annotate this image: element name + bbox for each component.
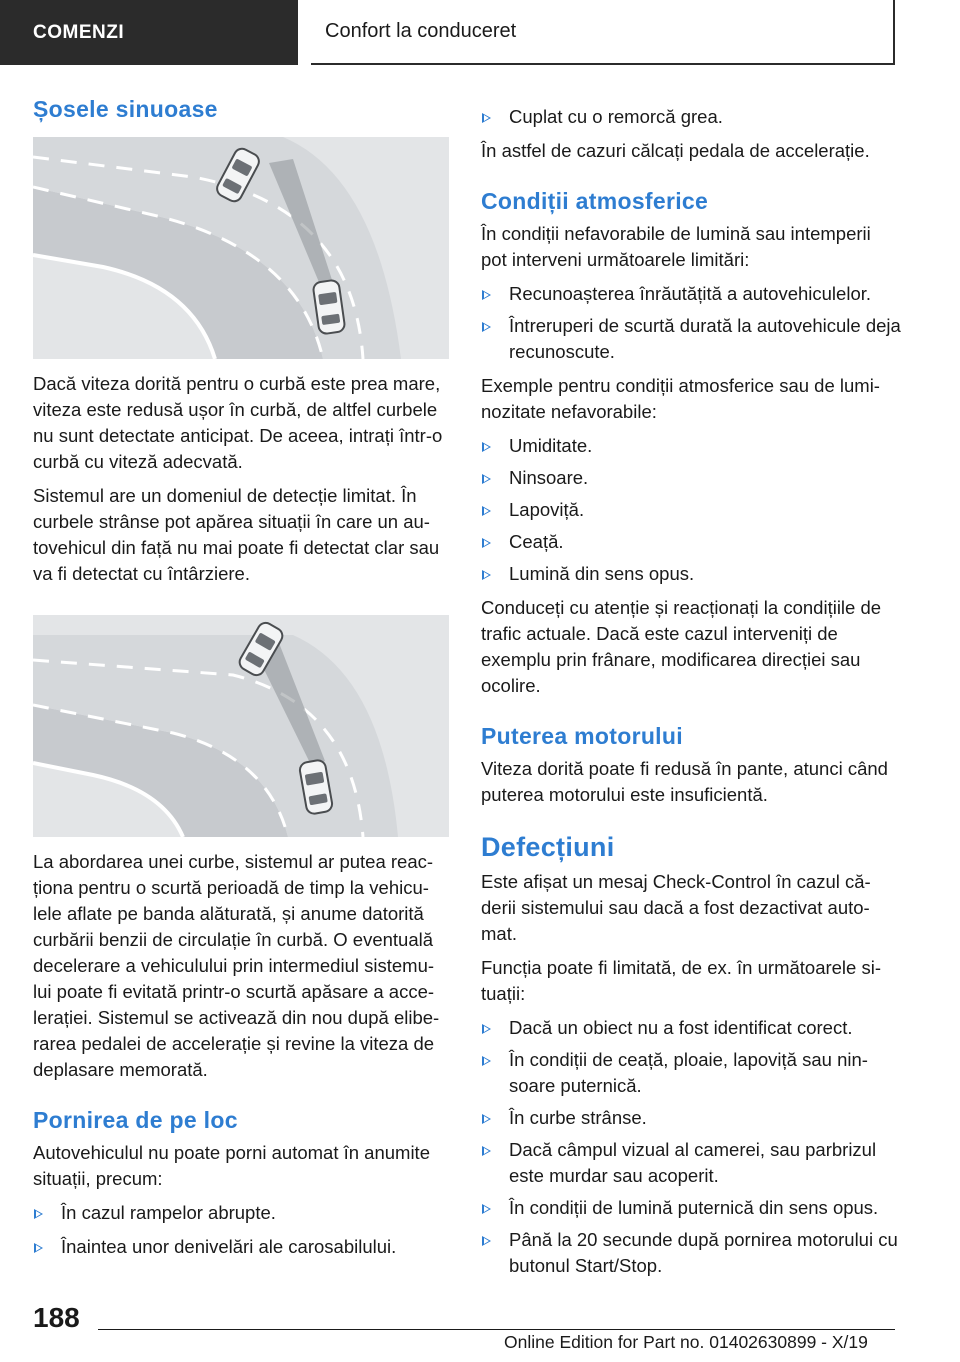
- list-item: [481, 1137, 901, 1189]
- list-item-text: Întreruperi de scurtă durată la autovehicule deja recunoscute.: [509, 315, 901, 362]
- list-item: [481, 1015, 901, 1041]
- list-item-text: Dacă câmpul vizual al camerei, sau parbrizul este murdar sau acoperit.: [509, 1139, 877, 1186]
- bullet-triangle-icon: [482, 442, 491, 452]
- list-item: [481, 281, 901, 307]
- bullet-list: [481, 281, 901, 365]
- bullet-list: [481, 1015, 901, 1279]
- list-item: [33, 1200, 449, 1226]
- bullet-triangle-icon: [482, 1114, 491, 1124]
- list-item: [481, 1195, 901, 1221]
- list-item-text: Până la 20 secunde după pornirea motorului cu butonul Start/Stop.: [509, 1229, 898, 1276]
- heading-defectiuni: Defecțiuni: [481, 832, 615, 862]
- bullet-triangle-icon: [34, 1209, 43, 1219]
- list-item: [481, 104, 901, 130]
- bullet-triangle-icon: [482, 113, 491, 123]
- bullet-triangle-icon: [482, 570, 491, 580]
- paragraph: Funcția poate fi limitată, de ex. în următoarele si-tuații:: [481, 957, 881, 1004]
- list-item: [481, 1047, 901, 1099]
- heading-pornirea-de-pe-loc: Pornirea de pe loc: [33, 1107, 238, 1133]
- bullet-list: [481, 104, 901, 130]
- left-column: [33, 96, 449, 1260]
- edition-note: Online Edition for Part no. 01402630899 - X/19: [504, 1332, 868, 1352]
- bullet-triangle-icon: [482, 290, 491, 300]
- curved-road-illustration-1: [33, 137, 449, 359]
- list-item-text: Recunoașterea înrăutățită a autovehiculelor.: [509, 283, 872, 304]
- list-item: [481, 497, 901, 523]
- bullet-triangle-icon: [482, 1146, 491, 1156]
- paragraph: Autovehiculul nu poate porni automat în anumite situații, precum:: [33, 1142, 430, 1189]
- bullet-triangle-icon: [482, 1204, 491, 1214]
- list-item: [481, 529, 901, 555]
- chapter-title: Confort la conduceret: [311, 0, 895, 65]
- bullet-list: [481, 433, 901, 587]
- list-item-text: Ninsoare.: [509, 467, 589, 488]
- list-item-text: Umiditate.: [509, 435, 593, 456]
- bullet-triangle-icon: [482, 1024, 491, 1034]
- list-item-text: Înaintea unor denivelări ale carosabilului.: [61, 1236, 397, 1257]
- section-tab: COMENZI: [0, 0, 298, 65]
- footer-divider: [98, 1329, 895, 1330]
- bullet-list: [33, 1200, 449, 1260]
- list-item-text: Dacă un obiect nu a fost identificat corect.: [509, 1017, 853, 1038]
- list-item-text: Lapoviță.: [509, 499, 585, 520]
- list-item-text: În curbe strânse.: [509, 1107, 647, 1128]
- list-item-text: În condiții de ceață, ploaie, lapoviță sau nin-soare puternică.: [509, 1049, 868, 1096]
- bullet-triangle-icon: [482, 1236, 491, 1246]
- bullet-triangle-icon: [482, 538, 491, 548]
- list-item: [481, 1227, 901, 1279]
- paragraph: Conduceți cu atenție și reacționați la condițiile de trafic actuale. Dacă este cazul interveniți de exemplu prin frânare, modificarea direcției sau ocolire.: [481, 597, 882, 696]
- list-item-text: În cazul rampelor abrupte.: [61, 1202, 276, 1223]
- paragraph: Exemple pentru condiții atmosferice sau de lumi-nozitate nefavorabile:: [481, 375, 880, 422]
- paragraph: La abordarea unei curbe, sistemul ar putea reac-ționa pentru o scurtă perioadă de timp la vehicu-lele aflate pe banda alăturată, și anume datorită curbării benzii de circulație în curbă. O eventuală decelerare a vehiculului prin intermediul sistemu-lui poate fi evitată printr-o scurtă apăsare a acce-lerației. Sistemul se activează din nou după elibe-rarea pedalei de accelerație și revine la viteza de deplasare memorată.: [33, 851, 440, 1080]
- list-item-text: Cuplat cu o remorcă grea.: [509, 106, 723, 127]
- heading-puterea-motorului: Puterea motorului: [481, 723, 683, 749]
- list-item: [481, 433, 901, 459]
- list-item-text: Lumină din sens opus.: [509, 563, 695, 584]
- page-number: 188: [33, 1302, 80, 1333]
- bullet-triangle-icon: [34, 1243, 43, 1253]
- list-item-text: În condiții de lumină puternică din sens opus.: [509, 1197, 879, 1218]
- right-column: [481, 104, 901, 1279]
- list-item: [481, 313, 901, 365]
- list-item: [481, 1105, 901, 1131]
- paragraph: Este afișat un mesaj Check-Control în cazul că-derii sistemului sau dacă a fost dezactivat auto-mat.: [481, 871, 871, 944]
- curved-road-illustration-2: [33, 615, 449, 837]
- paragraph: Dacă viteza dorită pentru o curbă este prea mare, viteza este redusă ușor în curbă, de altfel curbele nu sunt detectate anticipat. De aceea, intrați într-o curbă cu viteză adecvată.: [33, 373, 443, 472]
- bullet-triangle-icon: [482, 506, 491, 516]
- list-item: [33, 1234, 449, 1260]
- paragraph: Sistemul are un domeniul de detecție limitat. În curbele strânse pot apărea situații în care un au-tovehicul din față nu mai poate fi detectat clar sau va fi detectat cu întârziere.: [33, 485, 440, 584]
- page-header: [0, 0, 960, 66]
- paragraph: În astfel de cazuri călcați pedala de accelerație.: [481, 140, 870, 161]
- paragraph: În condiții nefavorabile de lumină sau intemperii pot interveni următoarele limitări:: [481, 223, 871, 270]
- bullet-triangle-icon: [482, 1056, 491, 1066]
- list-item-text: Ceață.: [509, 531, 564, 552]
- list-item: [481, 561, 901, 587]
- bullet-triangle-icon: [482, 474, 491, 484]
- heading-sosele-sinuoase: Șosele sinuoase: [33, 96, 218, 122]
- paragraph: Viteza dorită poate fi redusă în pante, atunci când puterea motorului este insuficientă.: [481, 758, 888, 805]
- list-item: [481, 465, 901, 491]
- heading-conditii-atmosferice: Condiții atmosferice: [481, 188, 709, 214]
- bullet-triangle-icon: [482, 322, 491, 332]
